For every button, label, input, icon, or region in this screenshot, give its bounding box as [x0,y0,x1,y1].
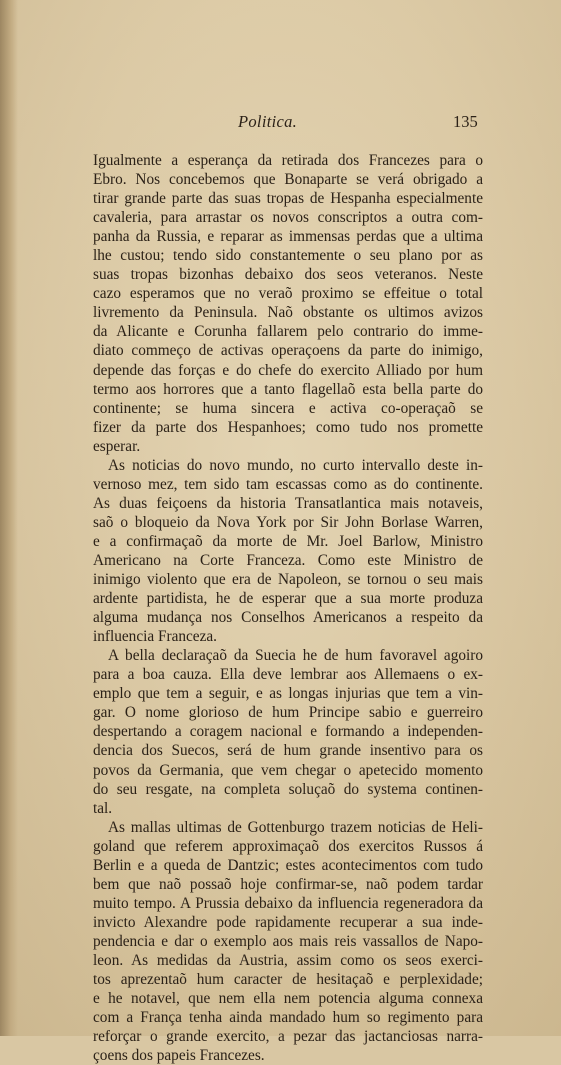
text-line: As noticias do novo mundo, no curto intervallo deste in- [108,456,483,474]
text-line: depende das forças e do chefe do exercito Alliado por hum [93,361,483,379]
text-line: Americano na Corte Franceza. Como este Ministro de [93,551,483,569]
text-line: Ebro. Nos concebemos que Bonaparte se verá obrigado a [93,171,483,189]
text-line: alguma mudança nos Conselhos Americanos a respeito da [93,609,483,627]
text-line: povos da Germania, que vem chegar o apetecido momento [93,761,483,779]
text-line: leon. As medidas da Austria, assim como os seos exerci- [93,951,483,969]
text-line: inimigo violento que era de Napoleon, se tornou o seu mais [93,571,483,589]
text-line: invicto Alexandre pode rapidamente recuperar a sua inde- [93,913,483,931]
text-line: despertando a coragem nacional e formando a independen- [93,723,483,741]
text-line: As duas feiçoens da historia Transatlantica mais notaveis, [93,494,483,512]
text-line: diato commeço de activas operaçoens da parte do inimigo, [93,342,483,360]
text-line: com a França tenha ainda mandado hum so regimento para [93,1009,483,1027]
text-line: esperar. [93,437,141,455]
text-line: termo aos horrores que a tanto flagellaõ esta bella parte do [93,380,483,398]
text-line: ardente partidista, he de esperar que a sua morte produza [93,590,483,608]
text-line: çoens dos papeis Francezes. [93,1047,265,1065]
page-number: 135 [453,112,478,131]
text-line: influencia Franceza. [93,628,218,646]
text-line: do seu resgate, na completa soluçaõ do systema continen- [93,780,483,798]
text-line: Berlin e a queda de Dantzic; estes acontecimentos com tudo [93,856,483,874]
text-line: tirar grande parte das suas tropas de Hespanha especialmente [93,190,483,208]
text-line: reforçar o grande exercito, a pezar das jactanciosas narra- [93,1028,483,1046]
text-line: goland que referem approximaçaõ dos exercitos Russos á [93,837,483,855]
text-line: muito tempo. A Prussia debaixo da influencia regeneradora da [93,894,483,912]
running-header [0,112,561,136]
text-line: panha da Russia, e reparar as immensas perdas que a ultima [93,228,483,246]
running-title: Politica. [238,112,298,131]
text-line: A bella declaraçaõ da Suecia he de hum favoravel agoiro [108,647,483,665]
text-line: vernoso mez, tem sido tam escassas como as do continente. [93,475,483,493]
text-line: Igualmente a esperança da retirada dos Francezes para o [93,152,483,169]
text-line: cavaleria, para arrastar os novos conscriptos a outra com- [93,209,483,227]
text-line: e a confirmaçaõ da morte de Mr. Joel Barlow, Ministro [93,532,483,550]
text-line: dencia dos Suecos, será de hum grande insentivo para os [93,742,483,760]
text-line: livremento da Peninsula. Naõ obstante os ultimos avizos [93,304,483,322]
body-text [93,151,483,1065]
text-line: para a boa cauza. Ella deve lembrar aos Allemaens o ex- [93,666,483,684]
text-line: lhe custou; tendo sido constantemente o seu plano por as [93,247,483,265]
text-line: bem que naõ possaõ hoje confirmar-se, naõ podem tardar [93,875,483,893]
page-gutter-shadow [0,0,18,1036]
text-line: tos aprezentaõ hum caracter de hesitaçaõ e perplexidade; [93,971,483,989]
text-line: da Alicante e Corunha fallarem pelo contrario do imme- [93,323,483,341]
text-line: fizer da parte dos Hespanhoes; como tudo nos promette [93,418,483,436]
text-line: saõ o bloqueio da Nova York por Sir John Borlase Warren, [93,513,483,531]
text-line: continente; se huma sincera e activa co-operaçaõ se [93,399,483,417]
text-line: emplo que tem a seguir, e as longas injurias que tem a vin- [93,685,483,703]
text-line: suas tropas bizonhas debaixo dos seos veteranos. Neste [93,266,483,284]
text-line: As mallas ultimas de Gottenburgo trazem noticias de Heli- [108,818,483,836]
text-line: tal. [93,799,113,817]
text-line: e he notavel, que nem ella nem potencia alguma connexa [93,990,483,1008]
text-line: gar. O nome glorioso de hum Principe sabio e guerreiro [93,704,483,722]
text-line: cazo esperamos que no veraõ proximo se effeitue o total [93,285,483,303]
text-line: pendencia e dar o exemplo aos mais reis vassallos de Napo- [93,932,483,950]
